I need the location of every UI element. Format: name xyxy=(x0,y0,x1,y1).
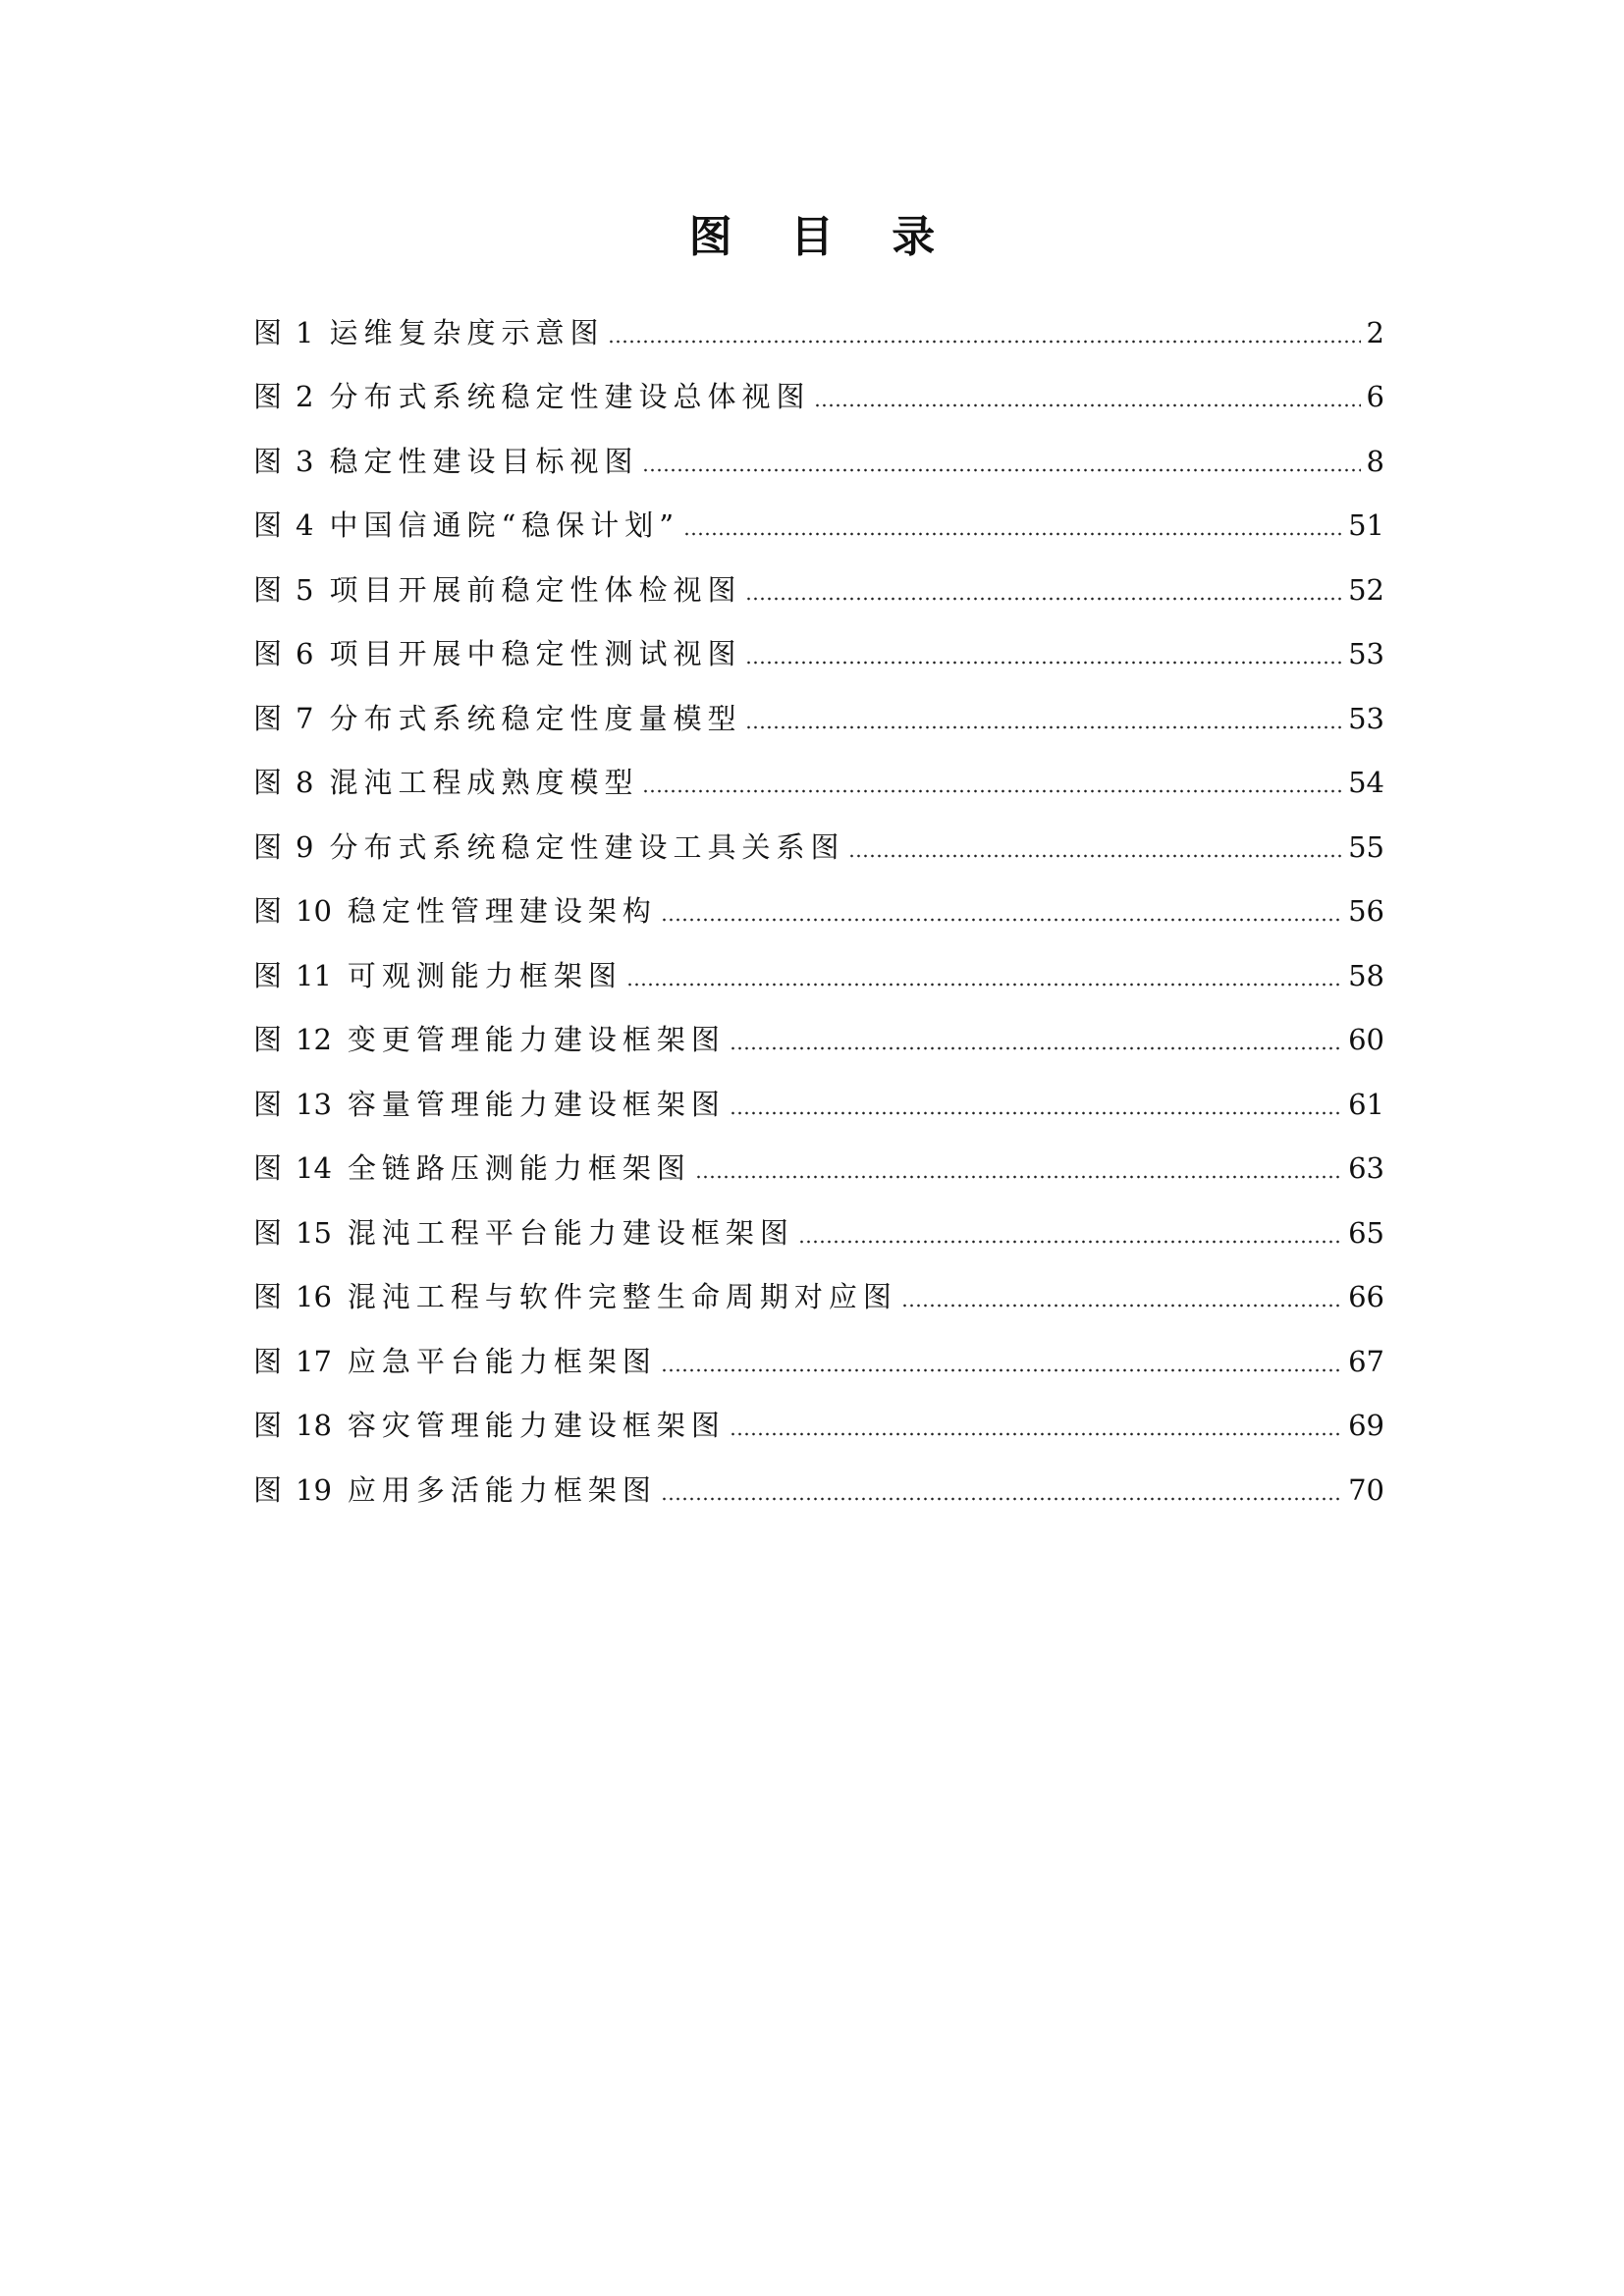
entry-title: 应急平台能力框架图 xyxy=(347,1344,657,1378)
entry-number: 8 xyxy=(296,766,314,799)
entry-number: 19 xyxy=(296,1472,332,1507)
page-title: 图 目 录 xyxy=(688,212,957,262)
entry-title: 混沌工程成熟度模型 xyxy=(329,766,639,799)
entry-number: 4 xyxy=(296,508,314,542)
entry-title: 全链路压测能力框架图 xyxy=(347,1151,691,1185)
entry-page-number: 53 xyxy=(1348,701,1384,735)
entry-label xyxy=(253,634,741,673)
entry-label xyxy=(253,956,623,995)
entry-label xyxy=(253,313,604,352)
entry-page-number: 55 xyxy=(1348,829,1384,864)
entry-label xyxy=(253,506,679,545)
toc-entry[interactable] xyxy=(253,355,1384,420)
dot-leader xyxy=(745,725,1342,729)
entry-number: 1 xyxy=(296,315,314,349)
entry-label xyxy=(253,763,638,802)
toc-entry[interactable] xyxy=(253,1127,1384,1192)
entry-label xyxy=(253,1277,897,1316)
dot-leader xyxy=(901,1304,1342,1308)
entry-prefix: 图 xyxy=(253,1215,287,1250)
entry-page-number: 67 xyxy=(1348,1344,1384,1378)
toc-entry[interactable] xyxy=(253,1191,1384,1255)
dot-leader xyxy=(730,1111,1342,1115)
entry-title: 分布式系统稳定性度量模型 xyxy=(329,701,742,735)
entry-title: 项目开展中稳定性测试视图 xyxy=(329,637,742,670)
toc-entry[interactable] xyxy=(253,741,1384,806)
entry-prefix: 图 xyxy=(253,958,287,992)
entry-page-number: 61 xyxy=(1348,1087,1384,1121)
entry-page-number: 65 xyxy=(1348,1215,1384,1250)
entry-number: 12 xyxy=(296,1023,332,1056)
toc-entry[interactable] xyxy=(253,934,1384,998)
toc-entry[interactable] xyxy=(253,484,1384,549)
dot-leader xyxy=(626,983,1342,987)
entry-page-number: 2 xyxy=(1366,315,1384,349)
entry-prefix: 图 xyxy=(253,1280,287,1313)
entry-title: 分布式系统稳定性建设工具关系图 xyxy=(329,829,845,864)
toc-entry[interactable] xyxy=(253,1448,1384,1513)
toc-entry[interactable] xyxy=(253,805,1384,870)
entry-label xyxy=(253,377,810,416)
entry-title: 稳定性建设目标视图 xyxy=(329,444,639,478)
entry-number: 17 xyxy=(296,1344,332,1378)
entry-page-number: 56 xyxy=(1348,894,1384,928)
dot-leader xyxy=(745,597,1342,601)
entry-prefix: 图 xyxy=(253,1151,287,1185)
entry-label xyxy=(253,570,741,610)
dot-leader xyxy=(798,1240,1342,1244)
entry-number: 11 xyxy=(296,958,332,992)
toc-entry[interactable] xyxy=(253,291,1384,355)
entry-prefix: 图 xyxy=(253,572,287,607)
entry-title: 混沌工程与软件完整生命周期对应图 xyxy=(347,1280,897,1313)
entry-number: 10 xyxy=(296,894,332,928)
entry-number: 6 xyxy=(296,637,314,670)
toc-entry[interactable] xyxy=(253,870,1384,934)
entry-page-number: 54 xyxy=(1348,766,1384,799)
entry-prefix: 图 xyxy=(253,1409,287,1442)
dot-leader xyxy=(730,1432,1342,1436)
entry-label xyxy=(253,1085,726,1124)
entry-prefix: 图 xyxy=(253,508,287,542)
entry-prefix: 图 xyxy=(253,380,287,413)
toc-entry[interactable] xyxy=(253,1384,1384,1449)
entry-number: 14 xyxy=(296,1151,332,1185)
toc-entry[interactable] xyxy=(253,998,1384,1063)
entry-page-number: 70 xyxy=(1348,1472,1384,1507)
entry-number: 5 xyxy=(296,572,314,607)
entry-prefix: 图 xyxy=(253,701,287,735)
entry-prefix: 图 xyxy=(253,637,287,670)
entry-number: 13 xyxy=(296,1087,332,1121)
entry-prefix: 图 xyxy=(253,1087,287,1121)
entry-title: 容灾管理能力建设框架图 xyxy=(347,1409,726,1442)
toc-entry[interactable] xyxy=(253,419,1384,484)
entry-number: 15 xyxy=(296,1215,332,1250)
dot-leader xyxy=(848,854,1342,858)
entry-number: 16 xyxy=(296,1280,332,1313)
toc-entry[interactable] xyxy=(253,1319,1384,1384)
entry-page-number: 69 xyxy=(1348,1409,1384,1442)
entry-page-number: 51 xyxy=(1348,508,1384,542)
entry-page-number: 53 xyxy=(1348,637,1384,670)
entry-title: 容量管理能力建设框架图 xyxy=(347,1087,726,1121)
entry-number: 18 xyxy=(296,1409,332,1442)
entry-page-number: 66 xyxy=(1348,1280,1384,1313)
entry-page-number: 6 xyxy=(1366,380,1384,413)
dot-leader xyxy=(661,1368,1342,1372)
entry-title: 稳定性管理建设架构 xyxy=(347,894,657,928)
toc-entry[interactable] xyxy=(253,1062,1384,1127)
entry-label xyxy=(253,1406,726,1445)
entry-label xyxy=(253,1342,657,1381)
dot-leader xyxy=(661,918,1342,922)
entry-label xyxy=(253,1470,657,1510)
entry-prefix: 图 xyxy=(253,766,287,799)
entry-label xyxy=(253,1213,794,1253)
entry-number: 7 xyxy=(296,701,314,735)
dot-leader xyxy=(661,1497,1342,1501)
dot-leader xyxy=(608,340,1360,344)
entry-prefix: 图 xyxy=(253,444,287,478)
toc-entry[interactable] xyxy=(253,613,1384,677)
entry-prefix: 图 xyxy=(253,1472,287,1507)
dot-leader xyxy=(730,1046,1342,1050)
entry-prefix: 图 xyxy=(253,894,287,928)
dot-leader xyxy=(814,403,1360,407)
entry-title: 中国信通院“稳保计划” xyxy=(329,508,680,542)
figure-list xyxy=(253,291,1384,1513)
entry-label xyxy=(253,1020,726,1059)
entry-prefix: 图 xyxy=(253,1023,287,1056)
entry-page-number: 63 xyxy=(1348,1151,1384,1185)
entry-title: 分布式系统稳定性建设总体视图 xyxy=(329,380,811,413)
entry-number: 9 xyxy=(296,829,314,864)
entry-title: 项目开展前稳定性体检视图 xyxy=(329,572,742,607)
toc-entry[interactable] xyxy=(253,676,1384,741)
entry-label xyxy=(253,828,844,867)
entry-label xyxy=(253,442,638,481)
toc-entry[interactable] xyxy=(253,548,1384,613)
entry-number: 2 xyxy=(296,380,314,413)
entry-label xyxy=(253,1148,691,1188)
dot-leader xyxy=(642,468,1360,472)
entry-title: 应用多活能力框架图 xyxy=(347,1472,657,1507)
entry-page-number: 52 xyxy=(1348,572,1384,607)
entry-page-number: 8 xyxy=(1366,444,1384,478)
entry-page-number: 60 xyxy=(1348,1023,1384,1056)
toc-entry[interactable] xyxy=(253,1255,1384,1320)
dot-leader xyxy=(695,1175,1342,1179)
entry-title: 混沌工程平台能力建设框架图 xyxy=(347,1215,794,1250)
dot-leader xyxy=(745,661,1342,665)
dot-leader xyxy=(683,532,1342,536)
entry-prefix: 图 xyxy=(253,829,287,864)
entry-label xyxy=(253,891,657,931)
entry-title: 运维复杂度示意图 xyxy=(329,315,605,349)
entry-title: 可观测能力框架图 xyxy=(347,958,623,992)
entry-page-number: 58 xyxy=(1348,958,1384,992)
entry-number: 3 xyxy=(296,444,314,478)
entry-prefix: 图 xyxy=(253,1344,287,1378)
entry-label xyxy=(253,699,741,738)
entry-title: 变更管理能力建设框架图 xyxy=(347,1023,726,1056)
entry-prefix: 图 xyxy=(253,315,287,349)
dot-leader xyxy=(642,789,1342,793)
